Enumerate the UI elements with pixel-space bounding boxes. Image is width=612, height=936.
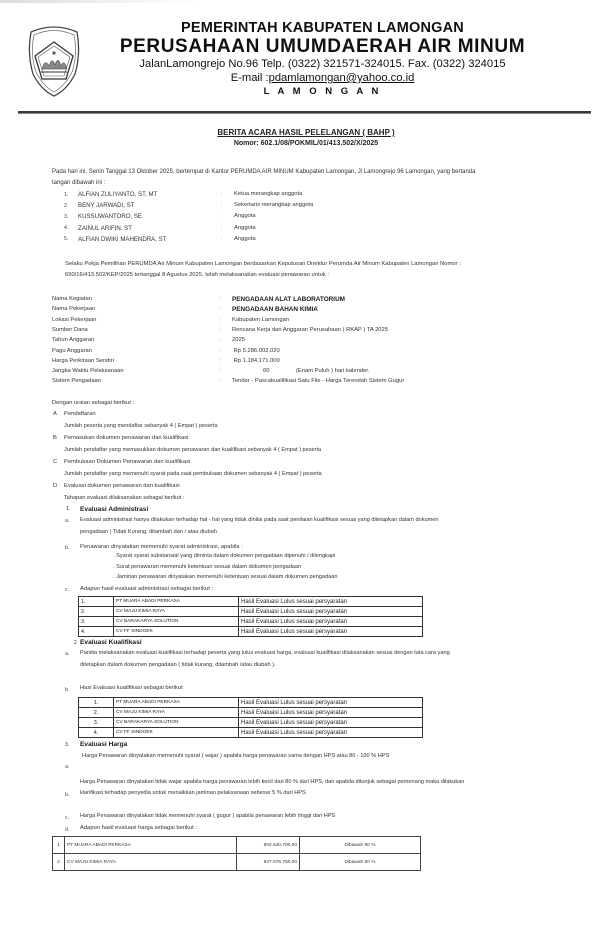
member-name: KUSSUWANTORO, SE <box>78 213 142 221</box>
company-name: CV FF SINDOEK <box>114 728 239 738</box>
eval-admin-a-line1: Evaluasi administrasi hanya dilakukan terhadap hal - hal yang tidak dinilai pada saat penilaian kualifikasi sesuai yang ditetapkan dalam dokumen <box>80 517 439 523</box>
admin-table-row <box>79 607 423 617</box>
company-name: CV BARAKARYA SOLUTION <box>114 718 239 728</box>
detail-value: Rp 5.286.002.020 <box>232 347 280 354</box>
evaluation-result: Hasil Evaluasi Lulus sesuai persyaratan <box>239 627 423 637</box>
row-number: 3. <box>79 718 114 728</box>
detail-label: Harga Perkiraan Sendiri <box>52 357 114 364</box>
eval-harga-d-text: Adapun hasil evaluasi harga sebagai berikut : <box>80 825 197 831</box>
member-colon: : <box>221 191 223 197</box>
qualification-table-row <box>79 718 423 728</box>
eval-harga-b-line2: klarifikasi terhadap penyedia untuk menaikkan jaminan pelaksanaan sebesar 5 % dari HPS <box>80 790 306 796</box>
eval-kual-a-line1: Panitia melaksanakan evaluasi kualifikasi terhadap peserta yang lulus evaluasi harga, evaluasi kualifikasi dilaksanakan sesuai dengan tata cara yang <box>80 650 450 656</box>
section-a-text: Jumlah peserta yang mendaftar sebanyak 4 ( Empat ) peserta <box>64 423 218 429</box>
detail-label: Jangka Waktu Pelaksanaan <box>52 368 124 375</box>
letterhead-email-line <box>95 72 550 84</box>
member-colon: : <box>221 213 223 220</box>
evaluation-result: Hasil Evaluasi Lulus sesuai persyaratan <box>239 698 423 708</box>
eval-admin-b-mark: b. <box>65 545 70 551</box>
member-role: Anggota <box>234 235 256 242</box>
member-number: 4. <box>64 225 69 232</box>
offer-price: 947.079.750,00 <box>237 854 300 871</box>
evaluation-result: Hasil Evaluasi Lulus sesuai persyaratan <box>239 718 423 728</box>
detail-colon: : <box>220 378 222 385</box>
eval-admin-b-text: Penawaran dinyatakan memenuhi syarat administrasi, apabila : <box>80 544 243 550</box>
company-name: CV MAJU KIMIA RAYA <box>114 607 239 617</box>
detail-label: Nama Kegiatan <box>52 296 92 302</box>
email-link[interactable]: pdamlamongan@yahoo.co.id <box>268 72 415 84</box>
company-name: CV BARAKARYA SOLUTION <box>114 617 239 627</box>
row-number: 1 <box>53 837 65 854</box>
eval-kual-a-mark: a. <box>65 651 70 657</box>
detail-value: Rp 1.184.171.000 <box>232 357 280 364</box>
row-number: 1. <box>79 698 114 708</box>
eval-harga-title: Evaluasi Harga <box>80 741 128 748</box>
qualification-table-row <box>79 728 423 738</box>
admin-condition: . Jaminan penawaran dinyatakan memenuhi ketentuan sesuai dalam dokumen pengadaan <box>113 574 338 580</box>
member-name: ALFIAN DWIKI MAHENDRA, ST <box>78 235 167 243</box>
row-number: 1. <box>79 597 114 607</box>
letterhead-address: JalanLamongrejo No.96 Telp. (0322) 321571-324015. Fax. (0322) 324015 <box>139 58 506 70</box>
section-d-title: Evaluasi dokumen penawaran dan kualifikasi <box>64 483 180 489</box>
detail-colon: : <box>220 337 222 344</box>
letterhead-city: L A M O N G A N <box>263 86 382 97</box>
evaluation-result: Hasil Evaluasi Lulus sesuai persyaratan <box>239 617 423 627</box>
member-name: BENY JARWADI, ST <box>78 202 135 210</box>
detail-value: 60 <box>263 368 270 375</box>
section-c-title: Pembukaan Dokumen Penawaran dan kualifikasi <box>64 459 191 465</box>
price-assessment: Dibawah 80 % <box>300 837 421 854</box>
company-name: CV MAJU KIMIA RAYA <box>114 708 239 718</box>
member-colon: : <box>221 202 223 209</box>
eval-admin-a-line2: pengadaan ( Tidak Kurang, ditambah dan / atau diubah <box>80 529 217 535</box>
eval-harga-a-text: Harga Penawaran dinyatakan memenuhi syarat ( wajar ) apabila harga penawaran sama dengan HPS atau 80 - 100 % HPS <box>82 753 390 759</box>
member-name: ALFIAN ZULIYANTO, ST, MT <box>78 191 158 198</box>
eval-admin-number: 1. <box>66 506 71 512</box>
row-number: 2. <box>79 607 114 617</box>
detail-value: PENGADAAN ALAT LABORATORIUM <box>232 296 346 303</box>
qualification-table-row <box>79 708 423 718</box>
qualification-evaluation-table <box>78 697 423 738</box>
member-role: Sekertaris merangkap anggota <box>234 202 314 209</box>
member-role: Anggota <box>234 224 256 231</box>
document-title: BERITA ACARA HASIL PELELANGAN ( BAHP ) <box>217 128 395 137</box>
pokja-text-line2: 690/16/413.502/KEP/2025 tertanggal 8 Agustus 2025, telah melaksanakan evaluasi penawaran untuk : <box>65 272 329 278</box>
section-a-letter: A <box>53 411 57 417</box>
row-number: 2 <box>53 854 65 871</box>
document-number: Nomor: 602.1/08/POKMIL/01/413.502/X/2025 <box>233 140 379 147</box>
detail-colon: : <box>220 347 222 354</box>
member-role: Ketua merangkap anggota <box>234 191 303 197</box>
letterhead-government: PEMERINTAH KABUPATEN LAMONGAN <box>181 20 464 36</box>
detail-label: Lokasi Pekerjaan <box>52 316 97 323</box>
row-number: 3. <box>79 617 114 627</box>
eval-admin-a-mark: a. <box>65 518 70 524</box>
eval-harga-c-mark: c. <box>65 815 70 821</box>
eval-admin-title: Evaluasi Administrasi <box>80 506 149 513</box>
detail-value-suffix: (Enam Puluh ) hari kalender. <box>296 368 370 375</box>
section-b-text: Jumlah pendaftar yang memasukkan dokumen penawaran dan kualifikasi sebanyak 4 ( Empat ) peserta <box>64 447 322 453</box>
intro-text-line2: tangan dibawah ini : <box>52 180 106 186</box>
price-table-row <box>53 837 421 854</box>
eval-harga-c-text: Harga Penawaran dinyatakan tidak memenuhi syarat ( gugur ) apabila penawaran lebih tinggi dari HPS <box>80 813 336 819</box>
evaluation-result: Hasil Evaluasi Lulus sesuai persyaratan <box>239 597 423 607</box>
member-number: 5. <box>64 236 69 243</box>
letterhead-divider <box>18 111 591 114</box>
kabupaten-lamongan-emblem-icon <box>25 24 83 98</box>
member-colon: : <box>221 224 223 231</box>
admin-table-row <box>79 617 423 627</box>
evaluation-result: Hasil Evaluasi Lulus sesuai persyaratan <box>239 728 423 738</box>
company-name: PT MUARA ABADI PERKASA <box>65 837 237 854</box>
eval-harga-number: 3. <box>65 742 70 748</box>
member-number: 2. <box>64 202 69 209</box>
detail-label: Sistem Pengadaan <box>52 378 101 385</box>
detail-colon: : <box>220 326 222 333</box>
eval-kual-number: 2 <box>74 640 77 646</box>
admin-condition: . Syarat syarat substansial yang diminta dalam dokumen pengadaan dipenuhi / dilengkapi <box>113 553 336 559</box>
company-name: PT MUARA ABADI PERKASA <box>114 698 239 708</box>
eval-harga-b-mark: b. <box>65 792 70 798</box>
eval-kual-a-line2: ditetapkan dalam dokumen pengadaan ( tidak kurang, ditambah /atau diubah ). <box>80 662 276 668</box>
section-d-text: Tahapan evaluasi dilaksanakan sebagai berikut : <box>64 495 185 501</box>
section-b-letter: B <box>53 435 57 441</box>
email-label: E-mail : <box>230 72 269 84</box>
detail-colon: : <box>220 316 222 323</box>
member-number: 1. <box>64 191 69 198</box>
scan-edge-shade <box>0 0 200 3</box>
member-colon: : <box>221 235 223 242</box>
price-assessment: Dibawah 80 % <box>300 854 421 871</box>
evaluation-result: Hasil Evaluasi Lulus sesuai persyaratan <box>239 607 423 617</box>
admin-table-row <box>79 627 423 637</box>
price-table-row <box>53 854 421 871</box>
evaluation-result: Hasil Evaluasi Lulus sesuai persyaratan <box>239 708 423 718</box>
section-a-title: Pendaftaran <box>64 411 96 417</box>
eval-kual-b-text: Hasi Evaluasi kualifikasi sebagai berikut <box>80 685 183 691</box>
detail-label: Sumber Dana <box>52 326 88 333</box>
detail-value: Rencana Kerja dan Anggaran Perusahaan ( RKAP ) TA 2025 <box>232 326 388 333</box>
member-role: Anggota <box>234 213 256 220</box>
row-number: 2. <box>79 708 114 718</box>
eval-harga-b-line1: Harga Penawaran dinyatakan tidak wajar apabila harga penawaran lebih kecil dari 80 % dari HPS, dan apabila ditunjuk sebagai pemenang maka dilakukan <box>80 779 465 785</box>
row-number: 4. <box>79 627 114 637</box>
section-d-letter: D <box>53 483 58 489</box>
detail-label: Pagu Anggaran <box>52 347 92 354</box>
section-c-text: Jumlah pendaftar yang memenuhi syarat pada saat pembukaan dokumen sebanyak 4 ( Empat ) peserta <box>64 471 322 477</box>
admin-table-row <box>79 597 423 607</box>
eval-harga-d-mark: d. <box>65 827 70 833</box>
detail-colon: : <box>220 368 222 375</box>
uraian-intro: Dengan uraian sebagai berikut : <box>52 400 135 406</box>
detail-colon: : <box>220 357 222 364</box>
eval-harga-a-mark: a. <box>65 764 70 770</box>
offer-price: 902.640.700,00 <box>237 837 300 854</box>
qualification-table-row <box>79 698 423 708</box>
admin-evaluation-table <box>78 596 423 637</box>
eval-admin-c-mark: c. <box>65 587 70 593</box>
detail-value: Kabupaten Lamongan <box>232 316 290 323</box>
detail-label: Tahun Anggaran <box>52 337 95 344</box>
intro-text-line1: Pada hari ini, Senin Tanggal 13 Oktober 2025, bertempat di Kantor PERUMDA AIR MINUM Kabupaten Lamongan, Jl Lamongrejo 96 Lamongan, yang bertanda <box>52 169 476 175</box>
section-b-title: Pemasukan dokumen penawaran dan kualifikasi <box>64 435 189 441</box>
letterhead-company: PERUSAHAAN UMUMDAERAH AIR MINUM <box>119 36 526 57</box>
company-name: CV MAJU KIMIA RAYA <box>65 854 237 871</box>
row-number: 4. <box>79 728 114 738</box>
price-evaluation-table <box>52 836 421 871</box>
company-name: CV FF SINDOEK <box>114 627 239 637</box>
eval-kual-b-mark: b. <box>65 687 70 693</box>
eval-kual-title: Evaluasi Kualifikasi <box>80 639 142 646</box>
admin-condition: . Surat penawaran memenuhi ketentuan sesuai dalam dokumen pengadaan <box>113 563 302 570</box>
detail-value: PENGADAAN BAHAN KIMIA <box>232 306 318 314</box>
pokja-text-line1: Selaku Pokja Pemilihan PERUMDA Air Minum Kabupaten Lamongan berdasarkan Keputusan Direktur Perumda Air Minum Kabupaten Lamongan Nomor : <box>65 261 461 267</box>
company-name: PT MUARA ABADI PERKASA <box>114 597 239 607</box>
member-name: ZAINUL ARIFIN, ST <box>78 224 132 232</box>
section-c-letter: C <box>53 459 58 465</box>
detail-colon: : <box>220 296 222 302</box>
detail-value: Tender - Pascakualifikasi Satu File - Harga Terendah Sistem Gugur <box>232 378 405 385</box>
eval-admin-c-text: Adapun hasil evaluasi administrasi sebagai berikut : <box>80 586 214 592</box>
member-number: 3. <box>64 213 69 220</box>
detail-label: Nama Pekerjaan <box>52 306 96 313</box>
detail-colon: : <box>220 306 222 313</box>
detail-value: 2025 <box>232 337 245 344</box>
